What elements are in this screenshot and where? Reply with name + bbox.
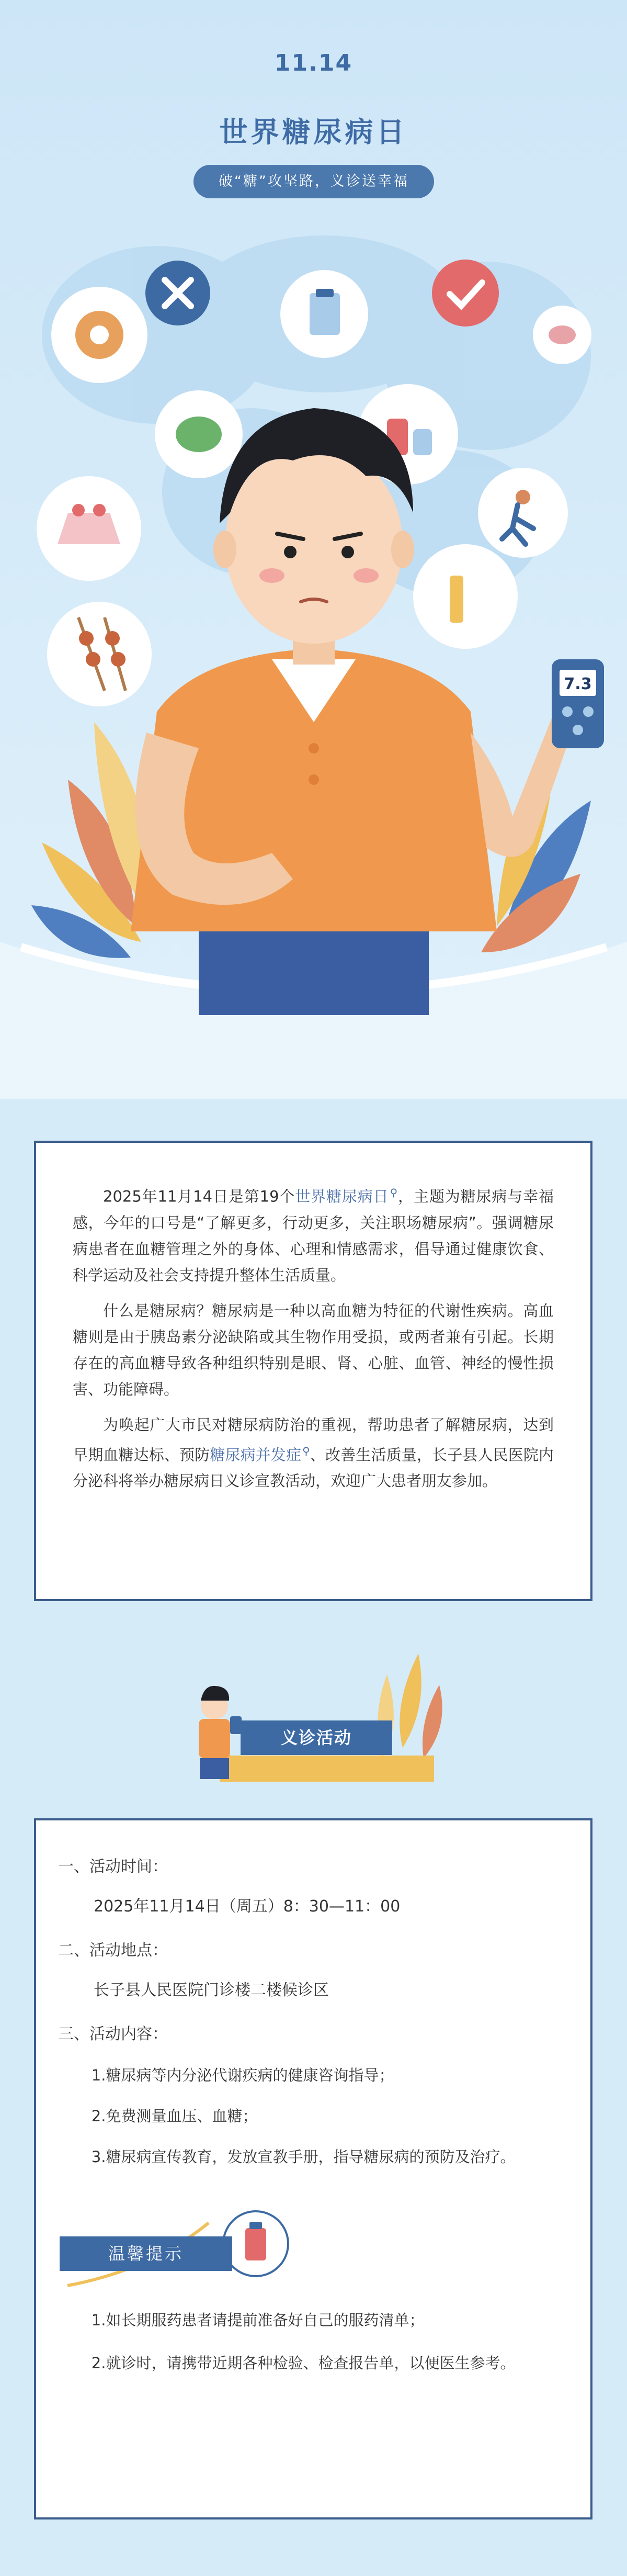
intro-text: ，主题为糖尿病与幸福感，今年的口号是“了解更多，行动更多，关注职场糖尿病”。强调糖尿病患者在血糖管理之外的身体、心理和情感需求，倡导通过健康饮食、科学运动及社会支持提升整体生活质量。: [73, 1187, 554, 1284]
place-value: 长子县人民医院门诊楼二楼候诊区: [94, 1981, 329, 1999]
slogan-badge: 破“糖”攻坚路，义诊送幸福: [193, 165, 434, 198]
section-title: [241, 1720, 392, 1755]
activity-card: [34, 1818, 592, 2519]
section-banner: [157, 1643, 471, 1795]
time-heading: 一、活动时间：: [58, 1858, 168, 1876]
search-icon: ⚲: [302, 1444, 310, 1457]
tip-item: 2.就诊时，请携带近期各种检验、检查报告单，以便医生参考。: [91, 2354, 516, 2372]
event-date: 11.14: [274, 50, 353, 76]
intro-text: 为唤起广大市民对糖尿病防治的重视，帮助患者了解糖尿病，达到早期血糖达标、预防: [73, 1415, 554, 1464]
content-item: 3.糖尿病宣传教育，发放宣教手册，指导糖尿病的预防及治疗。: [91, 2148, 516, 2166]
world-diabetes-day-link[interactable]: 世界糖尿病日: [295, 1187, 389, 1206]
time-value: 2025年11月14日（周五）8：30—11：00: [94, 1897, 401, 1916]
section-banner-decoration: [157, 1643, 471, 1795]
search-icon: ⚲: [390, 1186, 398, 1199]
intro-paragraph-1: [73, 1179, 554, 1288]
tips-title: 温馨提示: [60, 2236, 232, 2271]
section-title-text: 义诊活动: [280, 1728, 352, 1748]
hero-illustration: [0, 199, 627, 1099]
content-heading: 三、活动内容：: [58, 2025, 168, 2043]
content-item: 2.免费测量血压、血糖；: [91, 2107, 258, 2125]
meter-reading: 7.3: [564, 675, 592, 693]
page-title: 世界糖尿病日: [219, 116, 408, 149]
glucose-meter-icon: [552, 659, 604, 748]
content-item: 1.糖尿病等内分泌代谢疾病的健康咨询指导；: [91, 2066, 394, 2084]
hero-banner: [0, 0, 627, 1099]
intro-text: 2025年11月14日是第19个: [103, 1187, 295, 1206]
intro-text: 、改善生活质量，长子县人民医院内分泌科将举办糖尿病日义诊宣教活动，欢迎广大患者朋友参加。: [73, 1446, 554, 1490]
complications-link[interactable]: 糖尿病并发症: [210, 1446, 302, 1464]
tips-banner: [36, 2207, 568, 2291]
tip-item: 1.如长期服药患者请提前准备好自己的服药清单；: [91, 2311, 425, 2329]
intro-card: [34, 1141, 592, 1601]
place-heading: 二、活动地点：: [58, 1941, 168, 1960]
intro-paragraph-3: [73, 1412, 554, 1494]
intro-paragraph-2: 什么是糖尿病？糖尿病是一种以高血糖为特征的代谢性疾病。高血糖则是由于胰岛素分泌缺陷或其生物作用受损，或两者兼有引起。长期存在的高血糖导致各种组织特别是眼、肾、心脏、血管、神经的慢性损害、功能障碍。: [73, 1301, 554, 1398]
